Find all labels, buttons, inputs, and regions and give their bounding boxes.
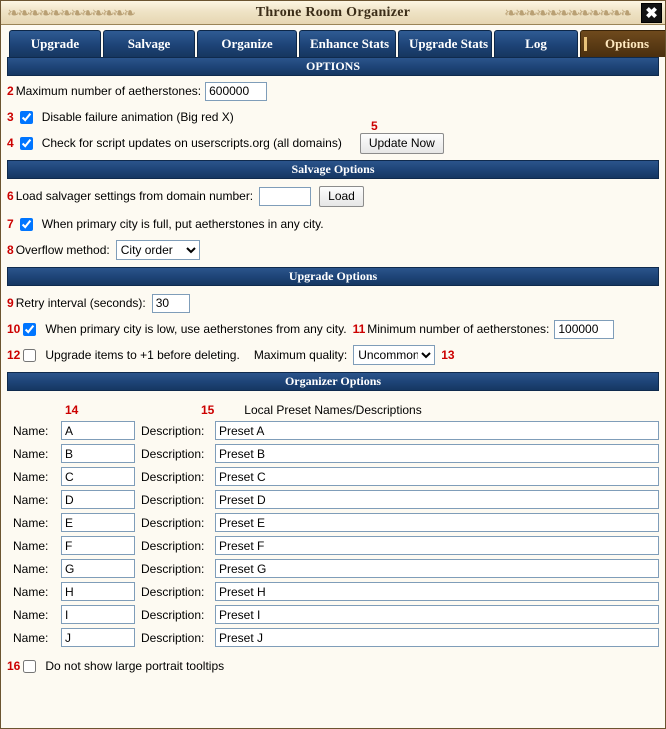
preset-name-label: Name: — [13, 515, 49, 530]
low-use-any-city-checkbox[interactable] — [23, 323, 36, 336]
section-header-options: OPTIONS — [7, 57, 659, 76]
marker-11: 11 — [352, 322, 366, 336]
row-overflow-method — [1, 239, 665, 261]
row-upgrade-before-deleting — [1, 344, 665, 366]
check-script-updates-checkbox[interactable] — [20, 137, 33, 150]
preset-name-input[interactable] — [61, 444, 135, 463]
max-aetherstones-input[interactable] — [205, 82, 267, 101]
marker-16: 16 — [7, 659, 21, 673]
disable-failure-animation-label: Disable failure animation (Big red X) — [41, 110, 234, 124]
list-item — [1, 511, 665, 534]
presets-heading: Local Preset Names/Descriptions — [244, 403, 422, 417]
tab-bar — [1, 25, 665, 57]
disable-failure-animation-checkbox[interactable] — [20, 111, 33, 124]
preset-description-label: Description: — [141, 607, 205, 622]
min-aetherstones-label: Minimum number of aetherstones: — [367, 322, 550, 336]
preset-description-label: Description: — [141, 423, 205, 438]
list-item — [1, 557, 665, 580]
preset-description-input[interactable] — [215, 467, 659, 486]
preset-description-input[interactable] — [215, 582, 659, 601]
marker-6: 6 — [7, 189, 14, 203]
marker-13: 13 — [441, 348, 455, 362]
preset-name-input[interactable] — [61, 536, 135, 555]
overflow-method-label: Overflow method: — [15, 243, 110, 257]
section-header-organizer-options: Organizer Options — [7, 372, 659, 391]
marker-2: 2 — [7, 84, 14, 98]
list-item — [1, 580, 665, 603]
row-retry-interval — [1, 292, 665, 314]
scroll-ornament-left: ❧❧❧❧❧❧❧❧❧❧❧❧ — [7, 5, 134, 22]
marker-15: 15 — [201, 403, 215, 417]
load-button[interactable]: Load — [319, 186, 364, 207]
preset-name-input[interactable] — [61, 582, 135, 601]
preset-description-label: Description: — [141, 446, 205, 461]
preset-description-input[interactable] — [215, 490, 659, 509]
preset-description-label: Description: — [141, 515, 205, 530]
preset-name-input[interactable] — [61, 628, 135, 647]
marker-4: 4 — [7, 136, 14, 150]
overflow-any-city-checkbox[interactable] — [20, 218, 33, 231]
min-aetherstones-input[interactable] — [554, 320, 614, 339]
upgrade-before-deleting-label: Upgrade items to +1 before deleting. — [45, 348, 240, 362]
low-use-any-city-label: When primary city is low, use aetherstones from any city. — [45, 322, 347, 336]
marker-8: 8 — [7, 243, 14, 257]
row-check-script-updates — [1, 119, 665, 154]
tab-upgrade-stats[interactable]: Upgrade Stats — [398, 30, 492, 57]
tab-organize[interactable]: Organize — [197, 30, 297, 57]
tab-enhance-stats[interactable]: Enhance Stats — [299, 30, 396, 57]
preset-name-input[interactable] — [61, 559, 135, 578]
row-disable-failure-animation — [1, 106, 665, 128]
max-quality-select[interactable] — [353, 345, 435, 365]
preset-description-label: Description: — [141, 492, 205, 507]
list-item — [1, 465, 665, 488]
preset-name-input[interactable] — [61, 421, 135, 440]
overflow-method-select[interactable] — [116, 240, 200, 260]
preset-description-input[interactable] — [215, 513, 659, 532]
preset-name-input[interactable] — [61, 605, 135, 624]
overflow-any-city-label: When primary city is full, put aetherstones in any city. — [41, 217, 324, 231]
scroll-ornament-right: ❧❧❧❧❧❧❧❧❧❧❧❧ — [504, 5, 631, 22]
preset-description-input[interactable] — [215, 536, 659, 555]
title-bar — [1, 1, 665, 25]
preset-description-label: Description: — [141, 561, 205, 576]
preset-description-label: Description: — [141, 538, 205, 553]
row-load-salvager-settings — [1, 185, 665, 207]
marker-3: 3 — [7, 110, 14, 124]
marker-10: 10 — [7, 322, 21, 336]
preset-description-label: Description: — [141, 469, 205, 484]
tab-upgrade[interactable]: Upgrade — [9, 30, 101, 57]
list-item — [1, 488, 665, 511]
load-salvager-settings-label: Load salvager settings from domain number: — [15, 189, 254, 203]
retry-interval-label: Retry interval (seconds): — [15, 296, 146, 310]
salvager-domain-input[interactable] — [259, 187, 311, 206]
preset-name-input[interactable] — [61, 467, 135, 486]
list-item — [1, 626, 665, 649]
marker-12: 12 — [7, 348, 21, 362]
no-portrait-tooltips-checkbox[interactable] — [23, 660, 36, 673]
close-icon[interactable]: ✖ — [641, 3, 662, 23]
preset-name-label: Name: — [13, 538, 49, 553]
preset-name-label: Name: — [13, 607, 49, 622]
window-title: Throne Room Organizer — [255, 4, 411, 20]
no-portrait-tooltips-label: Do not show large portrait tooltips — [45, 659, 225, 673]
tab-log[interactable]: Log — [494, 30, 578, 57]
list-item — [1, 442, 665, 465]
preset-name-label: Name: — [13, 630, 49, 645]
tab-salvage[interactable]: Salvage — [103, 30, 195, 57]
preset-list — [1, 419, 665, 649]
preset-name-label: Name: — [13, 423, 49, 438]
marker-7: 7 — [7, 217, 14, 231]
preset-name-input[interactable] — [61, 490, 135, 509]
max-aetherstones-label: Maximum number of aetherstones: — [15, 84, 202, 98]
preset-name-label: Name: — [13, 469, 49, 484]
preset-name-input[interactable] — [61, 513, 135, 532]
preset-name-label: Name: — [13, 446, 49, 461]
update-now-button[interactable]: Update Now — [360, 133, 444, 154]
section-header-upgrade-options: Upgrade Options — [7, 267, 659, 286]
preset-description-input[interactable] — [215, 444, 659, 463]
row-overflow-any-city — [1, 213, 665, 235]
marker-5: 5 — [371, 119, 378, 133]
preset-description-input[interactable] — [215, 605, 659, 624]
preset-description-label: Description: — [141, 584, 205, 599]
section-header-salvage-options: Salvage Options — [7, 160, 659, 179]
tab-options[interactable]: Options — [580, 30, 666, 57]
preset-name-label: Name: — [13, 584, 49, 599]
preset-description-input[interactable] — [215, 421, 659, 440]
preset-description-label: Description: — [141, 630, 205, 645]
preset-description-input[interactable] — [215, 559, 659, 578]
row-max-aetherstones — [1, 80, 665, 102]
check-script-updates-label: Check for script updates on userscripts.org (all domains) — [41, 136, 342, 150]
marker-9: 9 — [7, 296, 14, 310]
marker-14: 14 — [65, 403, 79, 417]
row-no-portrait-tooltips — [1, 655, 665, 677]
retry-interval-input[interactable] — [152, 294, 190, 313]
row-low-use-any-city — [1, 318, 665, 340]
preset-description-input[interactable] — [215, 628, 659, 647]
list-item — [1, 534, 665, 557]
list-item — [1, 603, 665, 626]
preset-name-label: Name: — [13, 492, 49, 507]
list-item — [1, 419, 665, 442]
max-quality-label: Maximum quality: — [253, 348, 348, 362]
upgrade-before-deleting-checkbox[interactable] — [23, 349, 36, 362]
preset-name-label: Name: — [13, 561, 49, 576]
